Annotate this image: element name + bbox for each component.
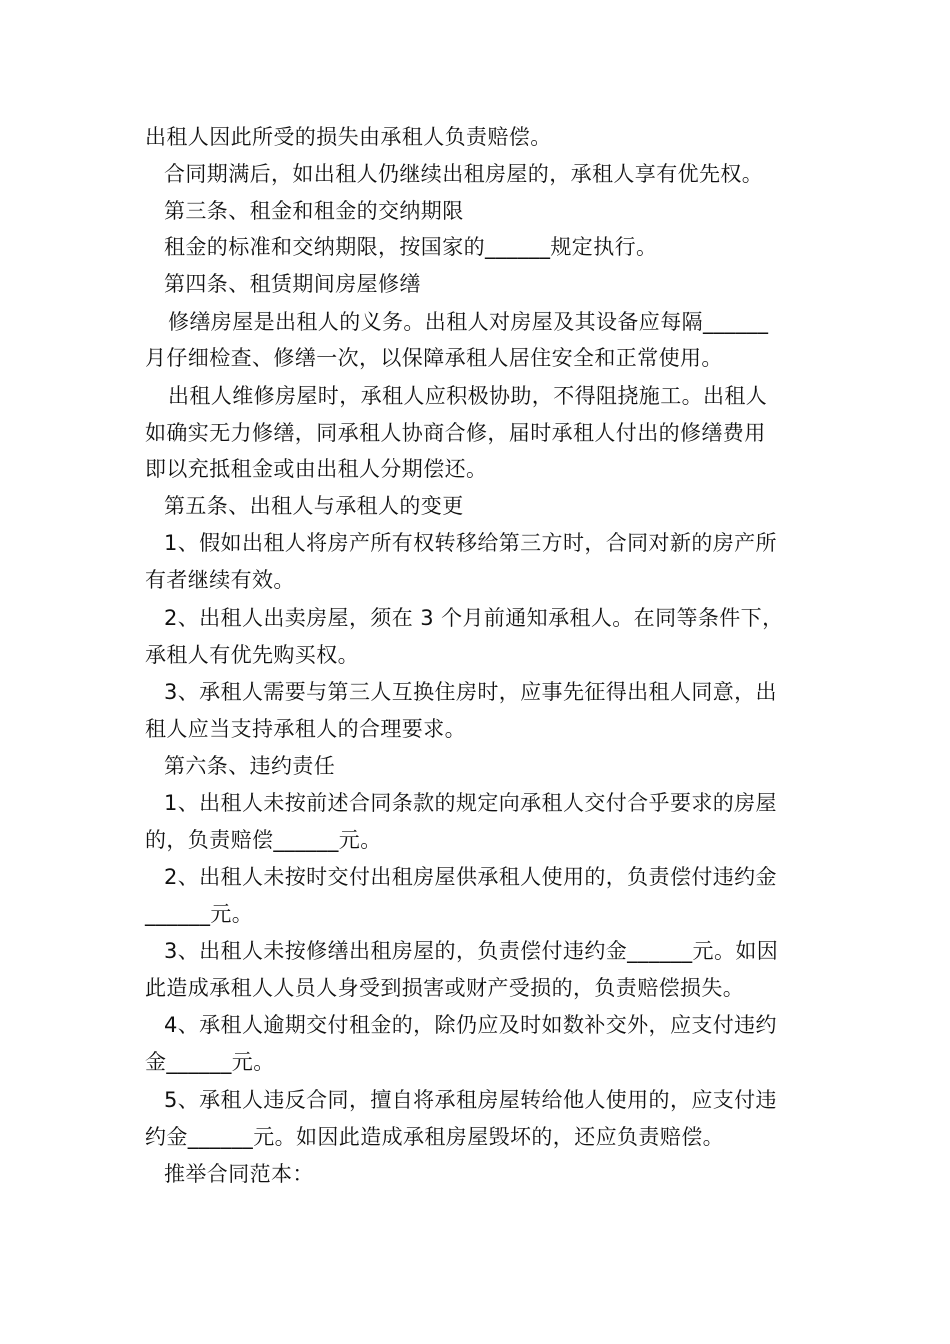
list-item: 2、出租人未按时交付出租房屋供承租人使用的，负责偿付违约金 xyxy=(164,865,777,889)
paragraph-line: 出租人因此所受的损失由承租人负责赔偿。 xyxy=(145,125,552,149)
list-item: 2、出租人出卖房屋，须在 3 个月前通知承租人。在同等条件下， xyxy=(164,606,784,630)
section-heading: 第五条、出租人与承租人的变更 xyxy=(164,494,464,518)
list-item: 3、承租人需要与第三人互换住房时，应事先征得出租人同意，出 xyxy=(164,680,777,704)
paragraph-line: 有者继续有效。 xyxy=(145,568,295,592)
paragraph-line: 此造成承租人人员人身受到损害或财产受损的，负责赔偿损失。 xyxy=(145,976,745,1000)
paragraph-line: 的，负责赔偿______元。 xyxy=(145,828,382,852)
paragraph-line: 约金______元。如因此造成承租房屋毁坏的，还应负责赔偿。 xyxy=(145,1125,724,1149)
section-heading: 第六条、违约责任 xyxy=(164,754,336,778)
paragraph-line: 金______元。 xyxy=(145,1050,275,1074)
paragraph-line: 出租人维修房屋时，承租人应积极协助，不得阻挠施工。出租人 xyxy=(168,384,768,408)
paragraph-line: 合同期满后，如出租人仍继续出租房屋的，承租人享有优先权。 xyxy=(164,162,764,186)
section-heading: 第三条、租金和租金的交纳期限 xyxy=(164,199,464,223)
list-item: 1、假如出租人将房产所有权转移给第三方时，合同对新的房产所 xyxy=(164,531,777,555)
list-item: 5、承租人违反合同，擅自将承租房屋转给他人使用的，应支付违 xyxy=(164,1088,777,1112)
paragraph-line: 租人应当支持承租人的合理要求。 xyxy=(145,717,466,741)
paragraph-line: 推举合同范本： xyxy=(164,1162,314,1186)
paragraph-line: 即以充抵租金或由出租人分期偿还。 xyxy=(145,457,488,481)
paragraph-line: 月仔细检查、修缮一次，以保障承租人居住安全和正常使用。 xyxy=(145,346,723,370)
paragraph-line: 承租人有优先购买权。 xyxy=(145,643,359,667)
list-item: 4、承租人逾期交付租金的，除仍应及时如数补交外，应支付违约 xyxy=(164,1013,777,1037)
paragraph-line: ______元。 xyxy=(145,902,254,926)
paragraph-line: 如确实无力修缮，同承租人协商合修，届时承租人付出的修缮费用 xyxy=(145,421,766,445)
paragraph-line: 修缮房屋是出租人的义务。出租人对房屋及其设备应每隔______ xyxy=(168,310,769,334)
section-heading: 第四条、租赁期间房屋修缮 xyxy=(164,272,421,296)
list-item: 1、出租人未按前述合同条款的规定向承租人交付合乎要求的房屋 xyxy=(164,791,777,815)
list-item: 3、出租人未按修缮出租房屋的，负责偿付违约金______元。如因 xyxy=(164,939,779,963)
paragraph-line: 租金的标准和交纳期限，按国家的______规定执行。 xyxy=(164,235,658,259)
